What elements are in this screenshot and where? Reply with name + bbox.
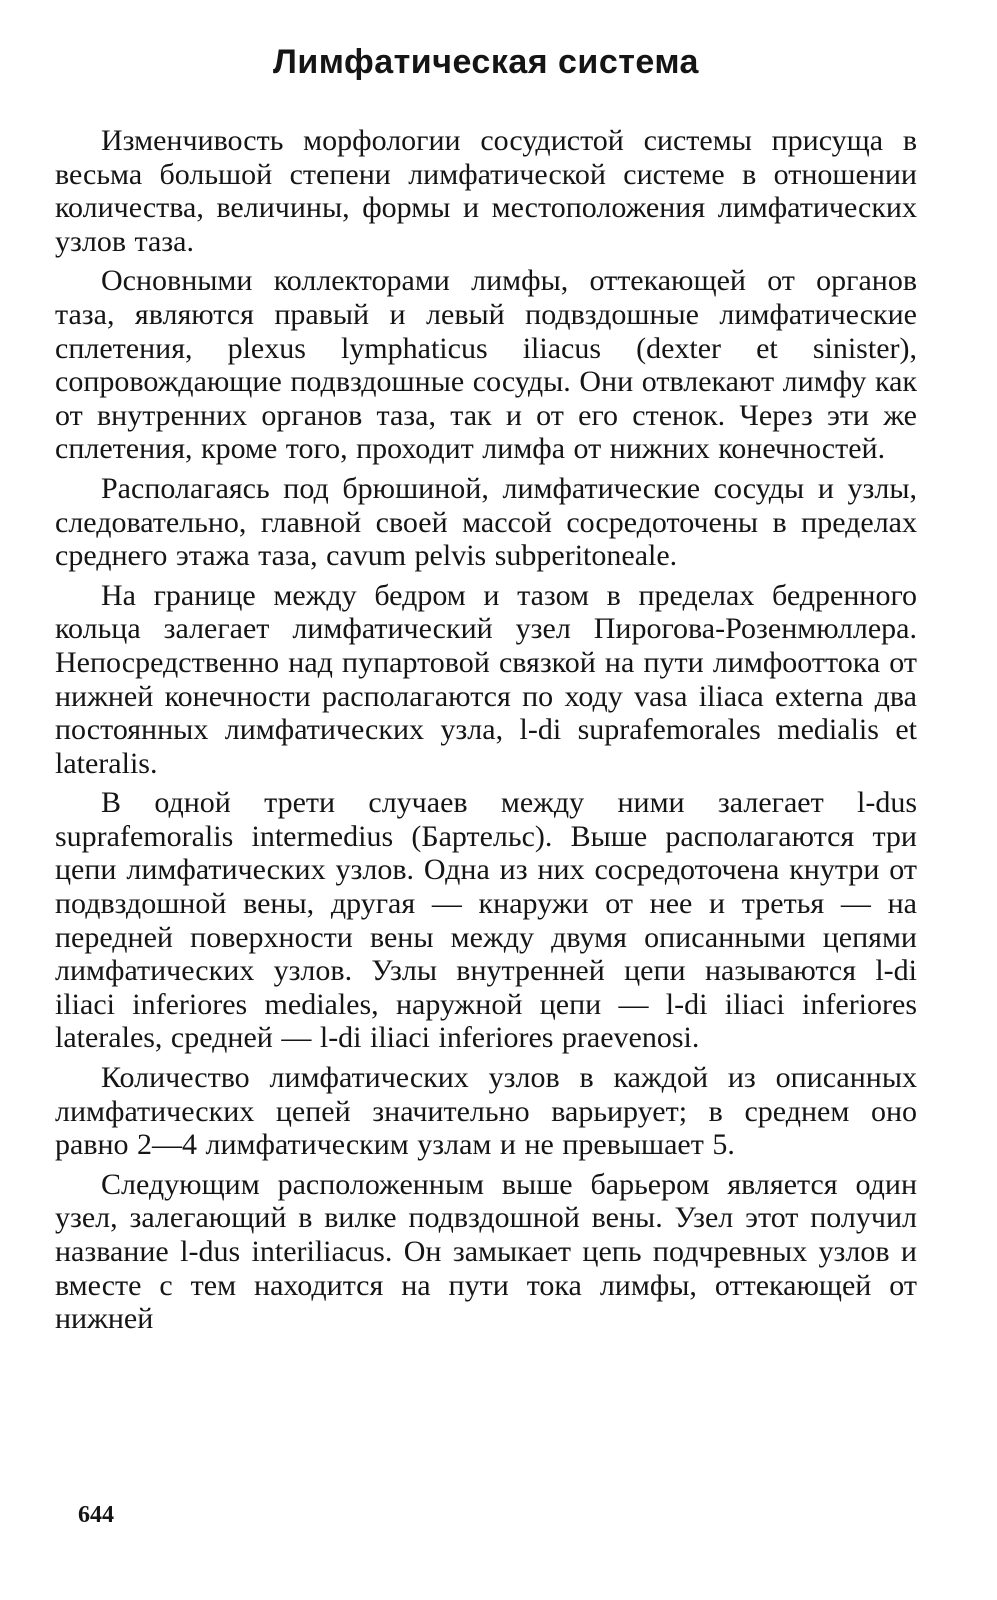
document-page — [55, 28, 917, 1342]
paragraph-3: Располагаясь под брюшиной, лимфатические сосуды и узлы, следовательно, главной своей массой сосредоточены в пределах среднего этажа таза, cavum pelvis subperitoneale. — [55, 471, 917, 573]
paragraph-1: Изменчивость морфологии сосудистой системы присуща в весьма большой степени лимфатической системе в отношении количества, величины, формы и местоположения лимфатических узлов таза. — [55, 124, 917, 258]
paragraph-6: Количество лимфатических узлов в каждой из описанных лимфатических цепей значительно варьирует; в среднем оно равно 2—4 лимфатическим узлам и не превышает 5. — [55, 1061, 917, 1162]
paragraph-7: Следующим расположенным выше барьером является один узел, залегающий в вилке подвздошной вены. Узел этот получил название l-dus interiliacus. Он замыкает цепь подчревных узлов и вместе с тем находится на пути тока лимфы, оттекающей от нижней — [55, 1167, 917, 1336]
paragraph-5: В одной трети случаев между ними залегает l-dus suprafemoralis intermedius (Бартельс). Выше располагаются три цепи лимфатических узлов. Одна из них сосредоточена кнутри от подвздошной вены, другая — кнаружи от нее и третья — на передней поверхности вены между двумя описанными цепями лимфатических узлов. Узлы внутренней цепи называются l-di iliaci inferiores mediales, наружной цепи — l-di iliaci inferiores laterales, средней — l-di iliaci inferiores praevenosi. — [55, 786, 917, 1055]
section-title: Лимфатическая система — [273, 43, 699, 81]
page-number: 644 — [78, 1502, 114, 1528]
paragraph-2: Основными коллекторами лимфы, оттекающей от органов таза, являются правый и левый подвздошные лимфатические сплетения, plexus lymphaticus iliacus (dexter et sinister), сопровождающие подвздошные сосуды. Они отвлекают лимфу как от внутренних органов таза, так и от его стенок. Через эти же сплетения, кроме того, проходит лимфа от нижних конечностей. — [55, 264, 917, 466]
paragraph-4: На границе между бедром и тазом в пределах бедренного кольца залегает лимфатический узел Пирогова-Розенмюллера. Непосредственно над пупартовой связкой на пути лимфооттока от нижней конечности располагаются по ходу vasa iliaca externa два постоянных лимфатических узла, l-di suprafemorales medialis et lateralis. — [55, 578, 917, 780]
